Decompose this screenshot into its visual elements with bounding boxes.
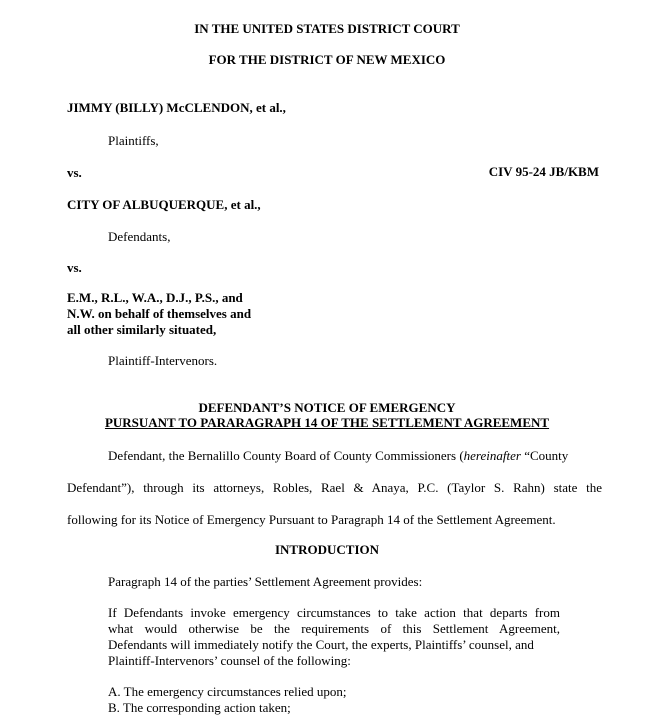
case-number: CIV 95-24 JB/KBM xyxy=(488,164,599,179)
list-item-b: B. The corresponding action taken; xyxy=(108,700,291,715)
intervenor-role: Plaintiff-Intervenors. xyxy=(108,353,218,368)
intro-line1-text-a: Defendant, the Bernalillo County Board of County Commissioners ( xyxy=(108,448,464,463)
paragraph-14-lead: Paragraph 14 of the parties’ Settlement Agreement provides: xyxy=(108,574,423,589)
intro-line1-italic: hereinafter xyxy=(463,448,521,463)
quote-line2: what would otherwise be the requirements of this Settlement Agreement, xyxy=(108,621,560,636)
quote-line3: Defendants will immediately notify the Court, the experts, Plaintiffs’ counsel, and xyxy=(108,637,534,652)
court-name-line2: FOR THE DISTRICT OF NEW MEXICO xyxy=(208,52,446,67)
document-title-line1: DEFENDANT’S NOTICE OF EMERGENCY xyxy=(198,400,456,415)
intro-paragraph-line3: following for its Notice of Emergency Pursuant to Paragraph 14 of the Settlement Agreement. xyxy=(67,512,556,527)
intro-line1-text-b: “County xyxy=(520,448,569,463)
versus-label-2: vs. xyxy=(67,260,82,275)
intro-paragraph-line1 xyxy=(108,448,568,464)
intervenor-names-line3: all other similarly situated, xyxy=(67,322,217,337)
plaintiff-name: JIMMY (BILLY) McCLENDON, et al., xyxy=(67,100,286,115)
document-title-line2: PURSUANT TO PARARAGRAPH 14 OF THE SETTLEMENT AGREEMENT xyxy=(104,415,550,430)
court-name-line1: IN THE UNITED STATES DISTRICT COURT xyxy=(194,21,460,36)
section-heading: INTRODUCTION xyxy=(274,542,379,557)
intervenor-names-line2: N.W. on behalf of themselves and xyxy=(67,306,252,321)
quote-line4: Plaintiff-Intervenors’ counsel of the following: xyxy=(108,653,351,668)
intro-paragraph-line2: Defendant”), through its attorneys, Robles, Rael & Anaya, P.C. (Taylor S. Rahn) state the xyxy=(67,480,602,495)
quote-line1: If Defendants invoke emergency circumstances to take action that departs from xyxy=(108,605,560,620)
plaintiff-role: Plaintiffs, xyxy=(108,133,159,148)
list-item-a: A. The emergency circumstances relied upon; xyxy=(108,684,347,699)
defendant-name: CITY OF ALBUQUERQUE, et al., xyxy=(67,197,261,212)
versus-label-1: vs. xyxy=(67,165,82,180)
defendant-role: Defendants, xyxy=(108,229,171,244)
intervenor-names-line1: E.M., R.L., W.A., D.J., P.S., and xyxy=(67,290,243,305)
